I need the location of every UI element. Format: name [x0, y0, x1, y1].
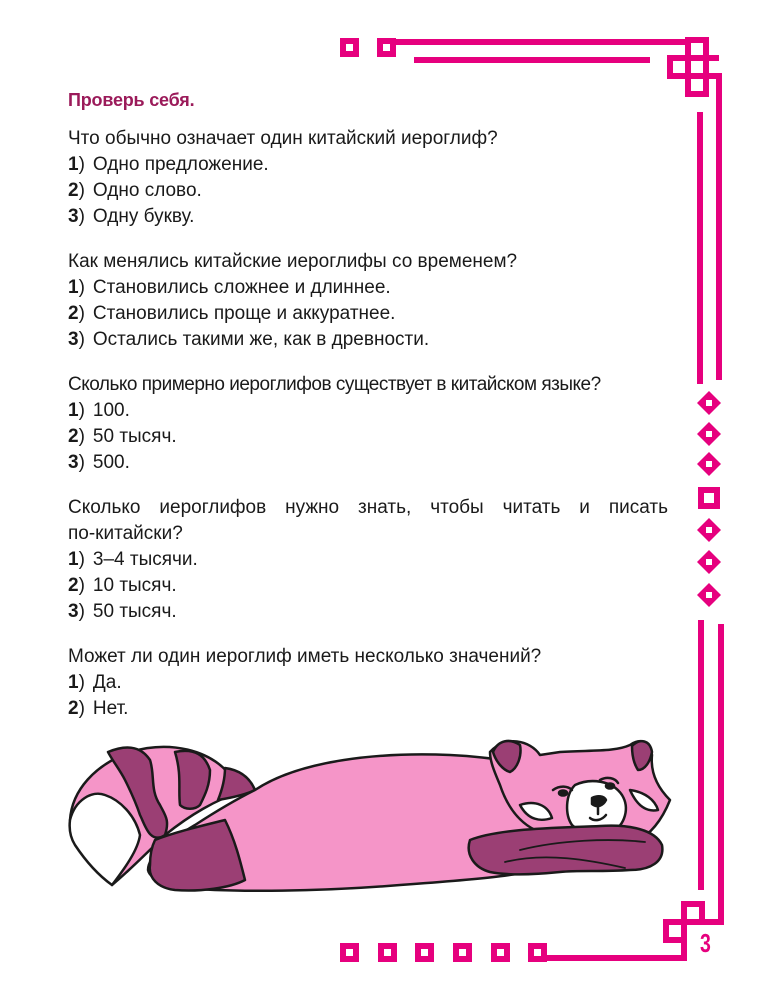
- question-4: [68, 495, 668, 625]
- option-number: 1: [68, 672, 79, 693]
- border-square-icon: [531, 946, 544, 959]
- border-square-icon: [381, 946, 394, 959]
- option-label: Одно предложение.: [92, 154, 269, 175]
- option-number: 2: [68, 575, 79, 596]
- option-paren: ): [78, 180, 85, 201]
- question-1: [68, 126, 668, 230]
- diamond-ornament-icon: [697, 518, 721, 542]
- option-label: 10 тысяч.: [92, 575, 177, 596]
- diamond-ornament-icon: [697, 583, 721, 607]
- answer-option[interactable]: [68, 670, 668, 696]
- front-paws-illustration: [469, 826, 663, 875]
- diamond-ornament-icon: [697, 391, 721, 415]
- answer-option[interactable]: [68, 327, 668, 353]
- option-number: 2: [68, 303, 79, 324]
- option-label: 3–4 тысячи.: [92, 549, 198, 570]
- answer-option[interactable]: [68, 450, 668, 476]
- option-paren: ): [78, 672, 85, 693]
- option-paren: ): [78, 277, 85, 298]
- diamond-ornament-icon: [697, 452, 721, 476]
- option-paren: ): [78, 549, 85, 570]
- option-label: Одну букву.: [92, 206, 195, 227]
- question-2: [68, 249, 668, 353]
- option-paren: ): [78, 698, 85, 719]
- option-paren: ): [78, 426, 85, 447]
- option-number: 2: [68, 180, 79, 201]
- answer-option[interactable]: [68, 178, 668, 204]
- section-title: Проверь себя.: [68, 90, 195, 110]
- option-number: 3: [68, 206, 79, 227]
- option-number: 1: [68, 277, 79, 298]
- question-3: [68, 372, 668, 476]
- answer-option[interactable]: [68, 424, 668, 450]
- option-number: 1: [68, 549, 79, 570]
- answer-option[interactable]: [68, 204, 668, 230]
- option-paren: ): [78, 601, 85, 622]
- border-square-icon: [343, 41, 356, 54]
- option-paren: ): [78, 206, 85, 227]
- answer-option[interactable]: [68, 573, 668, 599]
- question-text: Может ли один иероглиф иметь несколько значений?: [68, 646, 542, 667]
- option-paren: ): [78, 329, 85, 350]
- option-paren: ): [78, 400, 85, 421]
- question-5: [68, 644, 668, 722]
- option-label: 50 тысяч.: [92, 601, 177, 622]
- option-number: 2: [68, 426, 79, 447]
- option-label: Да.: [92, 672, 122, 693]
- option-number: 3: [68, 601, 79, 622]
- diamond-ornament-icon: [697, 422, 721, 446]
- answer-option[interactable]: [68, 599, 668, 625]
- question-text-line-2: по-китайски?: [68, 523, 183, 544]
- option-number: 3: [68, 452, 79, 473]
- answer-option[interactable]: [68, 152, 668, 178]
- question-text-line-1: Сколько иероглифов нужно знать, чтобы читать и писать: [68, 497, 668, 518]
- option-label: Становились сложнее и длиннее.: [92, 277, 391, 298]
- option-number: 1: [68, 400, 79, 421]
- border-square-icon: [418, 946, 431, 959]
- border-square-icon: [343, 946, 356, 959]
- question-text: Сколько примерно иероглифов существует в китайском языке?: [68, 374, 601, 395]
- option-paren: ): [78, 303, 85, 324]
- option-label: Нет.: [92, 698, 129, 719]
- answer-option[interactable]: [68, 398, 668, 424]
- option-label: 50 тысяч.: [92, 426, 177, 447]
- option-number: 2: [68, 698, 79, 719]
- border-square-icon: [456, 946, 469, 959]
- border-square-icon: [701, 490, 717, 506]
- option-paren: ): [78, 154, 85, 175]
- red-panda-illustration: [60, 715, 680, 945]
- question-text: Что обычно означает один китайский иероглиф?: [68, 128, 498, 149]
- option-number: 3: [68, 329, 79, 350]
- answer-option[interactable]: [68, 301, 668, 327]
- option-label: Становились проще и аккуратнее.: [92, 303, 396, 324]
- border-square-icon: [380, 41, 393, 54]
- answer-option[interactable]: [68, 275, 668, 301]
- option-paren: ): [78, 575, 85, 596]
- option-label: Остались такими же, как в древности.: [92, 329, 430, 350]
- option-label: Одно слово.: [92, 180, 202, 201]
- diamond-ornament-icon: [697, 550, 721, 574]
- answer-option[interactable]: [68, 547, 668, 573]
- border-square-icon: [494, 946, 507, 959]
- option-number: 1: [68, 154, 79, 175]
- quiz-content: [68, 126, 668, 741]
- option-paren: ): [78, 452, 85, 473]
- option-label: 100.: [92, 400, 130, 421]
- page-number: 3: [700, 928, 711, 958]
- option-label: 500.: [92, 452, 130, 473]
- question-text: Как менялись китайские иероглифы со временем?: [68, 251, 518, 272]
